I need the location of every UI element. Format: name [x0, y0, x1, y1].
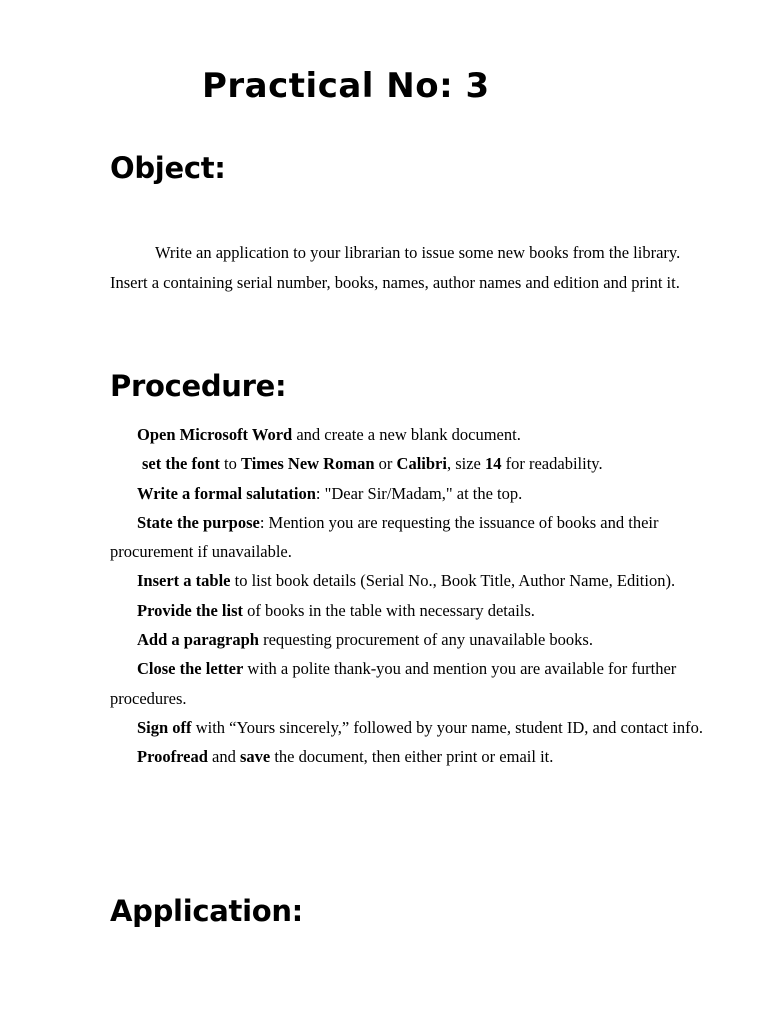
step-bold-text: Insert a table: [137, 571, 231, 591]
procedure-step: [110, 449, 720, 478]
object-heading: Object:: [110, 151, 226, 185]
step-bold-text: set the font: [142, 454, 220, 474]
page-title: Practical No: 3: [202, 66, 490, 106]
procedure-heading: Procedure:: [110, 369, 287, 403]
step-text: for readability.: [501, 454, 603, 474]
step-text: and: [207, 747, 240, 767]
step-bold-text: Add a paragraph: [137, 630, 259, 650]
step-bold-text: Provide the list: [137, 600, 244, 620]
step-bold-text: Close the letter: [137, 659, 244, 679]
step-text: the document, then either print or email it.: [270, 747, 554, 767]
procedure-step: [110, 420, 720, 449]
step-bold-text: State the purpose: [137, 512, 260, 532]
step-text: or: [374, 454, 397, 474]
object-paragraph: Write an application to your librarian to issue some new books from the library. Insert a containing serial number, books, names, author names and edition and print it.: [110, 243, 681, 292]
procedure-step: [110, 625, 720, 654]
application-heading: Application:: [110, 894, 303, 928]
procedure-step: [110, 596, 720, 625]
step-text: of books in the table with necessary details.: [243, 600, 535, 620]
step-bold-text: Open Microsoft Word: [137, 425, 293, 444]
procedure-step: [110, 508, 720, 567]
procedure-step: [110, 742, 720, 771]
step-text: with “Yours sincerely,” followed by your name, student ID, and contact info.: [191, 717, 703, 737]
step-text: , size: [446, 454, 485, 474]
step-bold-text: 14: [484, 454, 502, 474]
step-bold-text: Calibri: [396, 454, 447, 474]
step-text: requesting procurement of any unavailable books.: [258, 630, 593, 650]
procedure-list: [110, 420, 720, 772]
step-bold-text: Sign off: [137, 717, 192, 737]
step-bold-text: Times New Roman: [241, 454, 375, 474]
procedure-step: [110, 566, 720, 595]
step-text: with a polite thank-you and mention you are available for further procedures.: [110, 659, 677, 708]
step-text: and create a new blank document.: [292, 425, 521, 444]
procedure-step: [110, 713, 720, 742]
procedure-step: [110, 479, 720, 508]
step-text: to list book details (Serial No., Book Title, Author Name, Edition).: [230, 571, 676, 591]
step-text: : "Dear Sir/Madam," at the top.: [315, 483, 523, 503]
step-text: to: [219, 454, 241, 474]
step-bold-text: Proofread: [137, 747, 208, 767]
step-bold-text: Write a formal salutation: [137, 483, 316, 503]
step-text: : Mention you are requesting the issuance of books and their procurement if unavailable.: [110, 512, 659, 562]
procedure-step: [110, 654, 720, 713]
step-bold-text: save: [239, 747, 271, 767]
